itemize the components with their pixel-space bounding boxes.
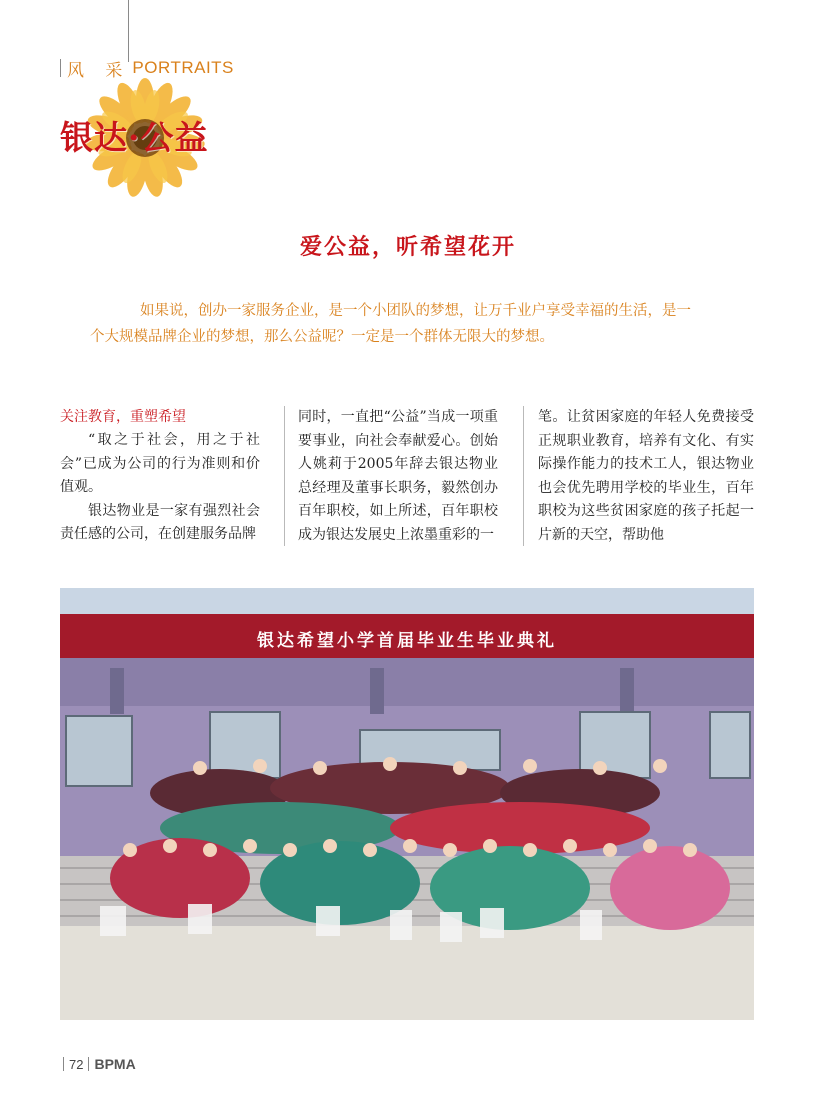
section-divider [60,59,61,77]
footer-divider [63,1057,64,1071]
lead-line-2: 个大规模品牌企业的梦想，那么公益呢？一定是一个群体无限大的梦想。 [90,329,554,345]
column-divider [523,406,524,546]
paragraph: “取之于社会，用之于社会”已成为公司的行为准则和价值观。 [60,432,260,495]
column-divider [284,406,285,546]
section-name-cn: 风 采 [67,60,131,81]
article-headline: 爱公益，听希望花开 [299,234,516,260]
section-label [60,56,234,80]
paragraph: 同时，一直把“公益”当成一项重要事业，向社会奉献爱心。创始人姚莉于2005年辞去银达物业总经理及董事长职务，毅然创办百年职校，如上所述，百年职校成为银达发展史上浓墨重彩的一 [298,409,498,543]
header-rule [128,0,129,62]
footer-divider [88,1057,89,1071]
section-name-en: PORTRAITS [132,58,234,77]
page-footer [58,1056,136,1072]
paragraph: 银达物业是一家有强烈社会责任感的公司，在创建服务品牌 [60,502,260,542]
page-number: 72 [69,1056,84,1072]
magazine-name: BPMA [94,1056,136,1072]
body-column-3 [538,406,754,547]
body-column-2 [298,406,498,547]
section-subhead: 关注教育，重塑希望 [60,409,186,425]
lead-line-1: 如果说，创办一家服务企业，是一个小团队的梦想，让万千业户享受幸福的生活，是一 [140,303,691,319]
photo-banner [165,621,649,655]
article-lead [90,298,730,350]
paragraph: 笔。让贫困家庭的年轻人免费接受正规职业教育，培养有文化、有实际操作能力的技术工人，银达物业也会优先聘用学校的毕业生，百年职校为这些贫困家庭的孩子托起一片新的天空，帮助他 [538,409,754,543]
body-column-1 [60,406,260,547]
banner-text: 银达希望小学首届毕业生毕业典礼 [257,630,557,651]
column-title: 银达·公益 [60,118,209,157]
